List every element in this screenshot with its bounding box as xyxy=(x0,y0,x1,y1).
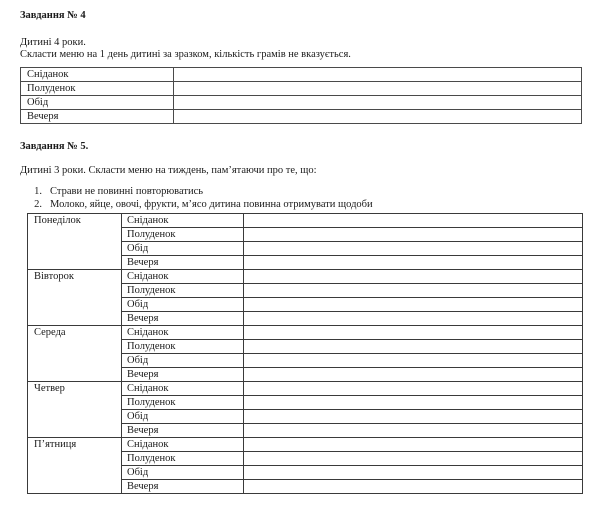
meal-label: Полуденок xyxy=(122,284,244,298)
meal-entry-cell[interactable] xyxy=(244,354,583,368)
list-text: Страви не повинні повторюватись xyxy=(50,186,204,197)
meal-label: Полуденок xyxy=(122,396,244,410)
meal-label: Обід xyxy=(122,242,244,256)
meal-entry-cell[interactable] xyxy=(244,298,583,312)
meal-entry-cell[interactable] xyxy=(244,228,583,242)
meal-label: Полуденок xyxy=(21,82,174,96)
meal-entry-cell[interactable] xyxy=(244,438,583,452)
task5-weekly-menu-table xyxy=(27,213,583,494)
meal-label: Сніданок xyxy=(21,68,174,82)
meal-entry-cell[interactable] xyxy=(244,284,583,298)
meal-label: Обід xyxy=(122,354,244,368)
meal-entry-cell[interactable] xyxy=(174,82,582,96)
meal-entry-cell[interactable] xyxy=(244,326,583,340)
meal-label: Вечеря xyxy=(122,480,244,494)
meal-entry-cell[interactable] xyxy=(244,466,583,480)
meal-label: Сніданок xyxy=(122,326,244,340)
meal-label: Сніданок xyxy=(122,270,244,284)
meal-entry-cell[interactable] xyxy=(174,68,582,82)
meal-entry-cell[interactable] xyxy=(244,410,583,424)
day-label: Середа xyxy=(28,326,122,382)
meal-label: Вечеря xyxy=(21,110,174,124)
meal-entry-cell[interactable] xyxy=(244,368,583,382)
list-item xyxy=(20,199,373,210)
meal-label: Сніданок xyxy=(122,214,244,228)
meal-entry-cell[interactable] xyxy=(244,452,583,466)
meal-label: Сніданок xyxy=(122,382,244,396)
task5-intro: Дитині 3 роки. Скласти меню на тиждень, пам’ятаючи про те, що: xyxy=(20,165,317,176)
meal-label: Сніданок xyxy=(122,438,244,452)
meal-entry-cell[interactable] xyxy=(244,424,583,438)
meal-entry-cell[interactable] xyxy=(244,270,583,284)
day-label: П’ятниця xyxy=(28,438,122,494)
table-row xyxy=(28,382,583,396)
table-row xyxy=(28,214,583,228)
day-label: Вівторок xyxy=(28,270,122,326)
meal-label: Обід xyxy=(122,298,244,312)
table-row xyxy=(28,326,583,340)
meal-label: Полуденок xyxy=(122,228,244,242)
table-row xyxy=(21,82,582,96)
meal-entry-cell[interactable] xyxy=(244,382,583,396)
meal-label: Полуденок xyxy=(122,340,244,354)
meal-entry-cell[interactable] xyxy=(244,214,583,228)
meal-entry-cell[interactable] xyxy=(244,256,583,270)
meal-entry-cell[interactable] xyxy=(244,396,583,410)
meal-entry-cell[interactable] xyxy=(244,242,583,256)
meal-label: Полуденок xyxy=(122,452,244,466)
list-item xyxy=(20,186,203,197)
table-row xyxy=(28,438,583,452)
meal-label: Вечеря xyxy=(122,312,244,326)
table-row xyxy=(28,270,583,284)
table-row xyxy=(21,96,582,110)
meal-entry-cell[interactable] xyxy=(244,480,583,494)
meal-label: Вечеря xyxy=(122,368,244,382)
meal-label: Обід xyxy=(21,96,174,110)
table-row xyxy=(21,110,582,124)
list-text: Молоко, яйце, овочі, фрукти, м’ясо дитина повинна отримувати щодоби xyxy=(50,199,373,210)
meal-entry-cell[interactable] xyxy=(174,110,582,124)
table-row xyxy=(21,68,582,82)
task4-instruction: Скласти меню на 1 день дитині за зразком, кількість грамів не вказується. xyxy=(20,49,351,60)
meal-label: Вечеря xyxy=(122,256,244,270)
meal-entry-cell[interactable] xyxy=(244,340,583,354)
day-label: Понеділок xyxy=(28,214,122,270)
task4-age-line: Дитині 4 роки. xyxy=(20,37,86,48)
task4-heading: Завдання № 4 xyxy=(20,10,86,21)
task4-menu-table xyxy=(20,67,582,124)
meal-entry-cell[interactable] xyxy=(174,96,582,110)
meal-label: Обід xyxy=(122,410,244,424)
day-label: Четвер xyxy=(28,382,122,438)
meal-entry-cell[interactable] xyxy=(244,312,583,326)
list-number: 1. xyxy=(34,186,42,197)
list-number: 2. xyxy=(34,199,42,210)
task5-heading: Завдання № 5. xyxy=(20,141,89,152)
meal-label: Вечеря xyxy=(122,424,244,438)
meal-label: Обід xyxy=(122,466,244,480)
